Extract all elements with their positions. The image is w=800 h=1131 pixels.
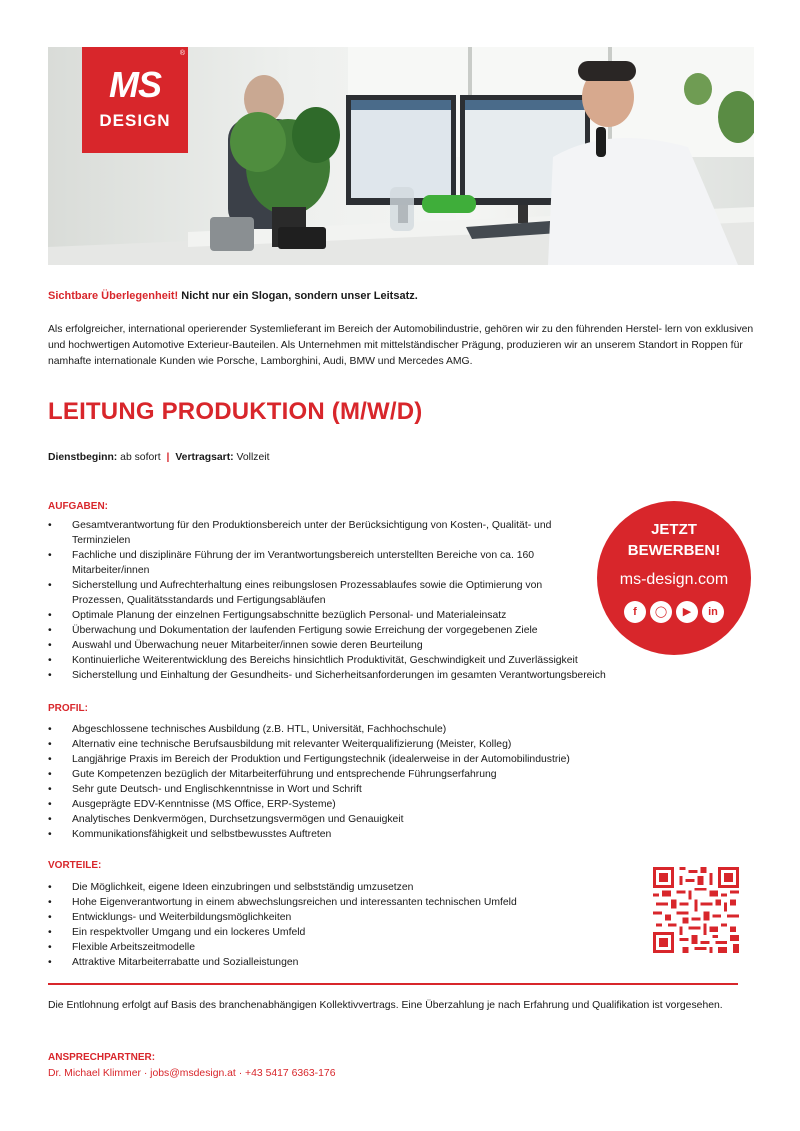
facebook-icon[interactable]: f [624, 601, 646, 623]
instagram-icon[interactable]: ◯ [650, 601, 672, 623]
tasks-heading: AUFGABEN: [48, 501, 108, 512]
start-value: ab sofort [117, 452, 161, 463]
list-item: • Alternativ eine technische Berufsausbildung mit relevanter Weiterqualifizierung (Meister, Kolleg) [48, 737, 688, 752]
logo-ms-text: MS [109, 64, 161, 105]
apply-badge[interactable] [597, 501, 751, 655]
list-item: • Langjährige Praxis im Bereich der Produktion und Fertigungstechnik (idealerweise in der Automobilindustrie) [48, 752, 688, 767]
divider-line [48, 983, 738, 985]
slogan-rest: Nicht nur ein Slogan, sondern unser Leitsatz. [178, 290, 418, 302]
registered-mark: ® [179, 50, 185, 57]
list-item: • Hohe Eigenverantwortung in einem abwechslungsreichen und interessanten technischen Umfeld [48, 895, 628, 910]
apply-cta[interactable] [597, 519, 751, 561]
youtube-icon[interactable]: ▶ [676, 601, 698, 623]
list-item: • Überwachung und Dokumentation der laufenden Fertigung sowie Erreichung der vorgegebenen Ziele [48, 623, 668, 638]
contact-heading: ANSPRECHPARTNER: [48, 1052, 156, 1063]
pay-note: Die Entlohnung erfolgt auf Basis des branchenabhängigen Kollektivvertrags. Eine Überzahlung je nach Erfahrung und Qualifikation ist vorgesehen. [48, 1000, 723, 1011]
list-item: • Auswahl und Überwachung neuer Mitarbeiter/innen sowie deren Beurteilung [48, 638, 668, 653]
logo-design-text: DESIGN [99, 111, 171, 130]
meta-separator: | [166, 452, 170, 463]
company-intro: Als erfolgreicher, international operierender Systemlieferant im Bereich der Automobilindustrie, gehören wir zu den führenden Herstel- lern von exklusiven und hochwertigen Automotive Exterieur-Bauteilen. Als Unternehmen mit mittelständischer Prägung, produzieren wir an unserem Standort in Roppen für namhafte internationale Kunden wie Porsche, Lamborghini, Audi, BMW und Mercedes AMG. [48, 324, 754, 367]
profile-list [48, 722, 688, 842]
start-label: Dienstbeginn: [48, 452, 118, 463]
list-item: • Optimale Planung der einzelnen Fertigungsabschnitte bezüglich Personal- und Materialeinsatz [48, 608, 668, 623]
list-item: • Sicherstellung und Einhaltung der Gesundheits- und Sicherheitsanforderungen im gesamten Verantwortungsbereich [48, 668, 668, 683]
list-item: • Ein respektvoller Umgang und ein lockeres Umfeld [48, 925, 628, 940]
list-item: • Gesamtverantwortung für den Produktionsbereich unter der Berücksichtigung von Kosten-, Qualität- und Terminzielen [48, 518, 572, 548]
list-item: • Kontinuierliche Weiterentwicklung des Bereichs hinsichtlich Produktivität, Geschwindigkeit und Zuverlässigkeit [48, 653, 668, 668]
list-item: • Sehr gute Deutsch- und Englischkenntnisse in Wort und Schrift [48, 782, 688, 797]
profile-heading: PROFIL: [48, 703, 88, 714]
slogan-highlight: Sichtbare Überlegenheit! [48, 290, 179, 302]
list-item: • Sicherstellung und Aufrechterhaltung eines reibungslosen Prozessablaufes sowie die Optimierung von Prozessen, Qualitätsstandards und Fertigungsabläufen [48, 578, 562, 608]
contract-label: Vertragsart: [175, 452, 234, 463]
list-item: • Kommunikationsfähigkeit und selbstbewusstes Auftreten [48, 827, 688, 842]
list-item: • Abgeschlossene technisches Ausbildung (z.B. HTL, Universität, Fachhochschule) [48, 722, 688, 737]
job-title: LEITUNG PRODUKTION (M/W/D) [48, 398, 423, 425]
benefits-list [48, 880, 628, 970]
contact-details[interactable]: Dr. Michael Klimmer · jobs@msdesign.at · +43 5417 6363-176 [48, 1068, 336, 1079]
qr-code-icon[interactable] [653, 867, 739, 953]
slogan [48, 290, 418, 302]
list-item: • Flexible Arbeitszeitmodelle [48, 940, 628, 955]
website-link[interactable]: ms-design.com [619, 571, 729, 588]
list-item: • Attraktive Mitarbeiterrabatte und Sozialleistungen [48, 955, 628, 970]
apply-line-1: JETZT [651, 521, 697, 538]
list-item: • Entwicklungs- und Weiterbildungsmöglichkeiten [48, 910, 628, 925]
list-item: • Gute Kompetenzen bezüglich der Mitarbeiterführung und entsprechende Führungserfahrung [48, 767, 688, 782]
tasks-list [48, 518, 668, 683]
contract-value: Vollzeit [233, 452, 270, 463]
benefits-heading: VORTEILE: [48, 860, 102, 871]
list-item: • Die Möglichkeit, eigene Ideen einzubringen und selbstständig umzusetzen [48, 880, 628, 895]
social-icons [597, 601, 751, 623]
linkedin-icon[interactable]: in [702, 601, 724, 623]
job-meta [48, 452, 269, 463]
list-item: • Fachliche und disziplinäre Führung der im Verantwortungsbereich unterstellten Bereiche von ca. 160 Mitarbeiter/innen [48, 548, 542, 578]
apply-line-2: BEWERBEN! [627, 542, 721, 559]
list-item: • Analytisches Denkvermögen, Durchsetzungsvermögen und Genauigkeit [48, 812, 688, 827]
list-item: • Ausgeprägte EDV-Kenntnisse (MS Office, ERP-Systeme) [48, 797, 688, 812]
ms-design-logo [82, 47, 188, 153]
